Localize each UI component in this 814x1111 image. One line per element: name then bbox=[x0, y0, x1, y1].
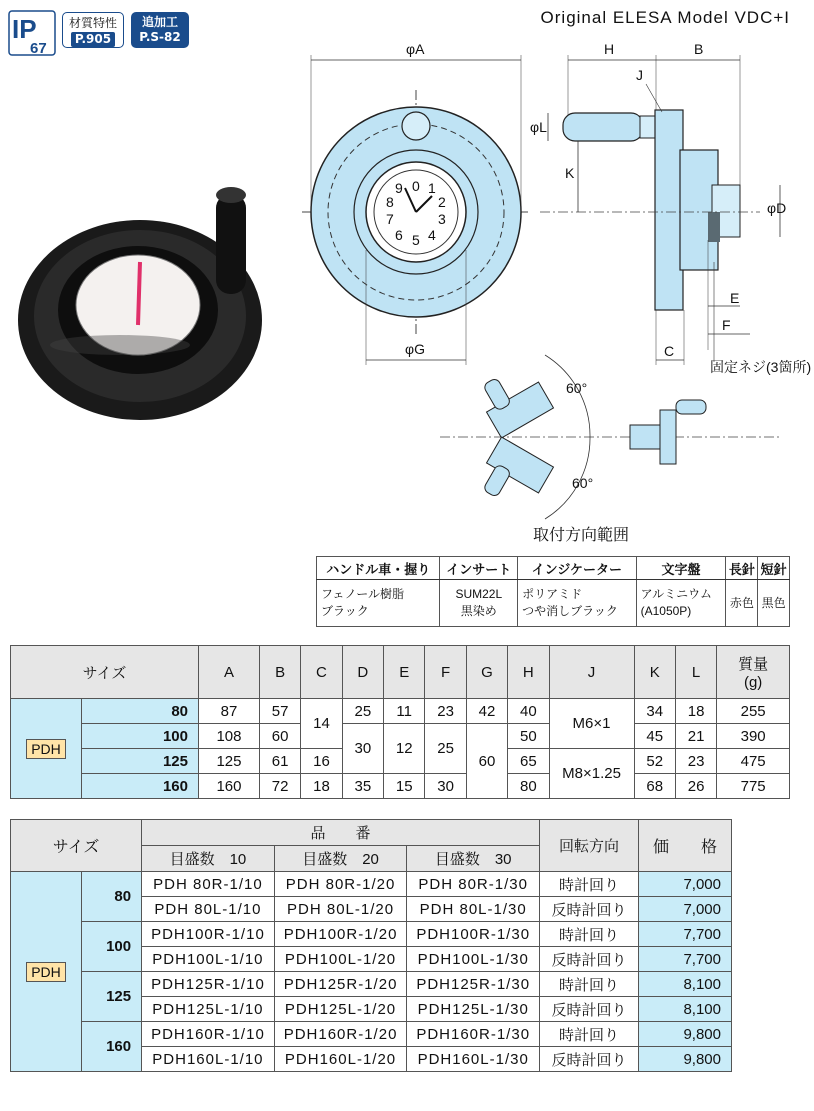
dim-cell: 80 bbox=[508, 774, 549, 799]
mounting-range-diagram bbox=[440, 355, 780, 519]
dim-cell: 30 bbox=[425, 774, 466, 799]
pn-sub-header: 目盛数 30 bbox=[407, 846, 540, 872]
mat-header: 短針 bbox=[758, 557, 790, 580]
rotation-cell: 時計回り bbox=[540, 1022, 639, 1047]
dim-cell: 52 bbox=[634, 749, 675, 774]
part-number: PDH 80L-1/20 bbox=[274, 897, 407, 922]
rotation-cell: 時計回り bbox=[540, 922, 639, 947]
dim-cell: 12 bbox=[384, 724, 425, 774]
svg-text:1: 1 bbox=[428, 180, 436, 196]
mat-cell: ポリアミド つや消しブラック bbox=[518, 580, 636, 627]
part-number: PDH160R-1/20 bbox=[274, 1022, 407, 1047]
dim-cell: 60 bbox=[259, 724, 300, 749]
dim-cell: 23 bbox=[675, 749, 716, 774]
pn-header: 品 番 bbox=[142, 820, 540, 846]
dim-cell: 40 bbox=[508, 699, 549, 724]
dim-cell: 60 bbox=[466, 724, 507, 799]
svg-text:3: 3 bbox=[438, 211, 446, 227]
dim-cell: 87 bbox=[199, 699, 260, 724]
dim-cell: 125 bbox=[199, 749, 260, 774]
svg-text:J: J bbox=[636, 67, 643, 83]
mat-header: ハンドル車・握り bbox=[317, 557, 440, 580]
price-cell: 7,700 bbox=[639, 922, 732, 947]
dim-cell: 35 bbox=[342, 774, 383, 799]
side-view bbox=[530, 41, 811, 375]
dim-cell: 16 bbox=[301, 749, 342, 774]
svg-text:5: 5 bbox=[412, 232, 420, 248]
price-cell: 7,000 bbox=[639, 872, 732, 897]
svg-text:H: H bbox=[604, 41, 615, 57]
part-number-table bbox=[10, 819, 732, 1072]
part-number: PDH125L-1/20 bbox=[274, 997, 407, 1022]
dim-cell: 18 bbox=[301, 774, 342, 799]
rotation-cell: 反時計回り bbox=[540, 1047, 639, 1072]
svg-text:8: 8 bbox=[386, 194, 394, 210]
dim-cell: 255 bbox=[717, 699, 790, 724]
dim-col-header: B bbox=[259, 646, 300, 699]
svg-text:φA: φA bbox=[406, 41, 425, 57]
part-number: PDH125R-1/10 bbox=[142, 972, 275, 997]
pn-size-cell: 125 bbox=[82, 972, 142, 1022]
mat-header: 長針 bbox=[726, 557, 758, 580]
dim-cell: M6×1 bbox=[549, 699, 634, 749]
part-number: PDH160R-1/10 bbox=[142, 1022, 275, 1047]
svg-text:7: 7 bbox=[386, 211, 394, 227]
price-cell: 7,700 bbox=[639, 947, 732, 972]
pn-sub-header: 目盛数 10 bbox=[142, 846, 275, 872]
dim-cell: M8×1.25 bbox=[549, 749, 634, 799]
dim-col-header: E bbox=[384, 646, 425, 699]
pn-rotation-header: 回転方向 bbox=[540, 820, 639, 872]
rotation-cell: 反時計回り bbox=[540, 997, 639, 1022]
dim-col-header: G bbox=[466, 646, 507, 699]
dim-col-header: J bbox=[549, 646, 634, 699]
part-number: PDH160L-1/20 bbox=[274, 1047, 407, 1072]
mat-cell: 赤色 bbox=[726, 580, 758, 627]
svg-text:φL: φL bbox=[530, 119, 547, 135]
price-cell: 9,800 bbox=[639, 1022, 732, 1047]
dim-series-cell: PDH bbox=[11, 699, 82, 799]
dim-cell: 160 bbox=[199, 774, 260, 799]
mat-header: インジケーター bbox=[518, 557, 636, 580]
dim-cell: 30 bbox=[342, 724, 383, 774]
part-number: PDH 80R-1/10 bbox=[142, 872, 275, 897]
svg-text:2: 2 bbox=[438, 194, 446, 210]
dim-cell: 475 bbox=[717, 749, 790, 774]
front-view bbox=[302, 41, 530, 365]
part-number: PDH125R-1/20 bbox=[274, 972, 407, 997]
dim-cell: 25 bbox=[342, 699, 383, 724]
svg-text:IP: IP bbox=[12, 14, 37, 44]
dim-cell: 72 bbox=[259, 774, 300, 799]
price-cell: 8,100 bbox=[639, 972, 732, 997]
rotation-cell: 反時計回り bbox=[540, 897, 639, 922]
svg-text:60°: 60° bbox=[572, 475, 594, 491]
dim-size-header: サイズ bbox=[11, 646, 199, 699]
dim-cell: 108 bbox=[199, 724, 260, 749]
dim-cell: 61 bbox=[259, 749, 300, 774]
dim-cell: 775 bbox=[717, 774, 790, 799]
part-number: PDH 80R-1/30 bbox=[407, 872, 540, 897]
dim-mass-header: 質量 (g) bbox=[717, 646, 790, 699]
svg-text:67: 67 bbox=[30, 40, 47, 56]
part-number: PDH 80L-1/10 bbox=[142, 897, 275, 922]
pn-sub-header: 目盛数 20 bbox=[274, 846, 407, 872]
dim-col-header: C bbox=[301, 646, 342, 699]
svg-text:C: C bbox=[664, 343, 675, 359]
material-badge-label: 材質特性 bbox=[68, 16, 117, 30]
product-photo bbox=[18, 187, 262, 420]
mat-header: 文字盤 bbox=[636, 557, 726, 580]
dim-cell: 45 bbox=[634, 724, 675, 749]
svg-text:φG: φG bbox=[405, 341, 425, 357]
dim-cell: 21 bbox=[675, 724, 716, 749]
mat-cell: アルミニウム (A1050P) bbox=[636, 580, 726, 627]
svg-text:60°: 60° bbox=[566, 380, 588, 396]
mat-cell: フェノール樹脂 ブラック bbox=[317, 580, 440, 627]
pn-price-header: 価 格 bbox=[639, 820, 732, 872]
rotation-cell: 時計回り bbox=[540, 872, 639, 897]
pn-size-header: サイズ bbox=[11, 820, 142, 872]
part-number: PDH160R-1/30 bbox=[407, 1022, 540, 1047]
svg-text:固定ネジ(3箇所): 固定ネジ(3箇所) bbox=[710, 359, 812, 375]
part-number: PDH 80L-1/30 bbox=[407, 897, 540, 922]
technical-drawing bbox=[0, 0, 814, 545]
part-number: PDH100L-1/30 bbox=[407, 947, 540, 972]
svg-text:F: F bbox=[722, 317, 731, 333]
part-number: PDH 80R-1/20 bbox=[274, 872, 407, 897]
part-number: PDH125L-1/10 bbox=[142, 997, 275, 1022]
dim-cell: 14 bbox=[301, 699, 342, 749]
dim-cell: 34 bbox=[634, 699, 675, 724]
model-title: Original ELESA Model VDC+I bbox=[540, 8, 790, 27]
price-cell: 8,100 bbox=[639, 997, 732, 1022]
dim-cell: 50 bbox=[508, 724, 549, 749]
part-number: PDH100L-1/10 bbox=[142, 947, 275, 972]
svg-text:φD: φD bbox=[767, 200, 787, 216]
dim-cell: 11 bbox=[384, 699, 425, 724]
dim-col-header: H bbox=[508, 646, 549, 699]
dim-cell: 65 bbox=[508, 749, 549, 774]
dim-cell: 68 bbox=[634, 774, 675, 799]
mat-header: インサート bbox=[440, 557, 518, 580]
svg-text:9: 9 bbox=[395, 180, 403, 196]
mounting-range-caption: 取付方向範囲 bbox=[533, 525, 630, 544]
svg-text:4: 4 bbox=[428, 227, 436, 243]
dim-cell: 26 bbox=[675, 774, 716, 799]
dim-cell: 390 bbox=[717, 724, 790, 749]
pn-size-cell: 100 bbox=[82, 922, 142, 972]
svg-text:E: E bbox=[730, 290, 740, 306]
dim-cell: 25 bbox=[425, 724, 466, 774]
addproc-badge-page: P.S-82 bbox=[139, 30, 181, 44]
dim-col-header: A bbox=[199, 646, 260, 699]
part-number: PDH100L-1/20 bbox=[274, 947, 407, 972]
dim-col-header: F bbox=[425, 646, 466, 699]
part-number: PDH100R-1/10 bbox=[142, 922, 275, 947]
dim-cell: 23 bbox=[425, 699, 466, 724]
mat-cell: SUM22L 黒染め bbox=[440, 580, 518, 627]
dim-cell: 42 bbox=[466, 699, 507, 724]
part-number: PDH160L-1/10 bbox=[142, 1047, 275, 1072]
part-number: PDH125R-1/30 bbox=[407, 972, 540, 997]
dim-col-header: L bbox=[675, 646, 716, 699]
price-cell: 9,800 bbox=[639, 1047, 732, 1072]
svg-text:6: 6 bbox=[395, 227, 403, 243]
dim-col-header: K bbox=[634, 646, 675, 699]
mat-cell: 黒色 bbox=[758, 580, 790, 627]
pn-size-cell: 80 bbox=[82, 872, 142, 922]
dim-size-cell: 100 bbox=[82, 724, 199, 749]
part-number: PDH100R-1/30 bbox=[407, 922, 540, 947]
part-number: PDH125L-1/30 bbox=[407, 997, 540, 1022]
addproc-badge-label: 追加工 bbox=[141, 15, 178, 29]
rotation-cell: 時計回り bbox=[540, 972, 639, 997]
rotation-cell: 反時計回り bbox=[540, 947, 639, 972]
dimensions-table bbox=[10, 645, 790, 799]
svg-text:0: 0 bbox=[412, 178, 420, 194]
pn-series-cell: PDH bbox=[11, 872, 82, 1072]
dim-size-cell: 160 bbox=[82, 774, 199, 799]
dim-size-cell: 80 bbox=[82, 699, 199, 724]
dim-col-header: D bbox=[342, 646, 383, 699]
pn-size-cell: 160 bbox=[82, 1022, 142, 1072]
dim-size-cell: 125 bbox=[82, 749, 199, 774]
dim-cell: 57 bbox=[259, 699, 300, 724]
svg-text:K: K bbox=[565, 165, 575, 181]
material-badge-page: P.905 bbox=[71, 32, 115, 47]
dim-cell: 18 bbox=[675, 699, 716, 724]
part-number: PDH100R-1/20 bbox=[274, 922, 407, 947]
materials-table bbox=[316, 556, 790, 627]
part-number: PDH160L-1/30 bbox=[407, 1047, 540, 1072]
dim-cell: 15 bbox=[384, 774, 425, 799]
price-cell: 7,000 bbox=[639, 897, 732, 922]
svg-text:B: B bbox=[694, 41, 704, 57]
